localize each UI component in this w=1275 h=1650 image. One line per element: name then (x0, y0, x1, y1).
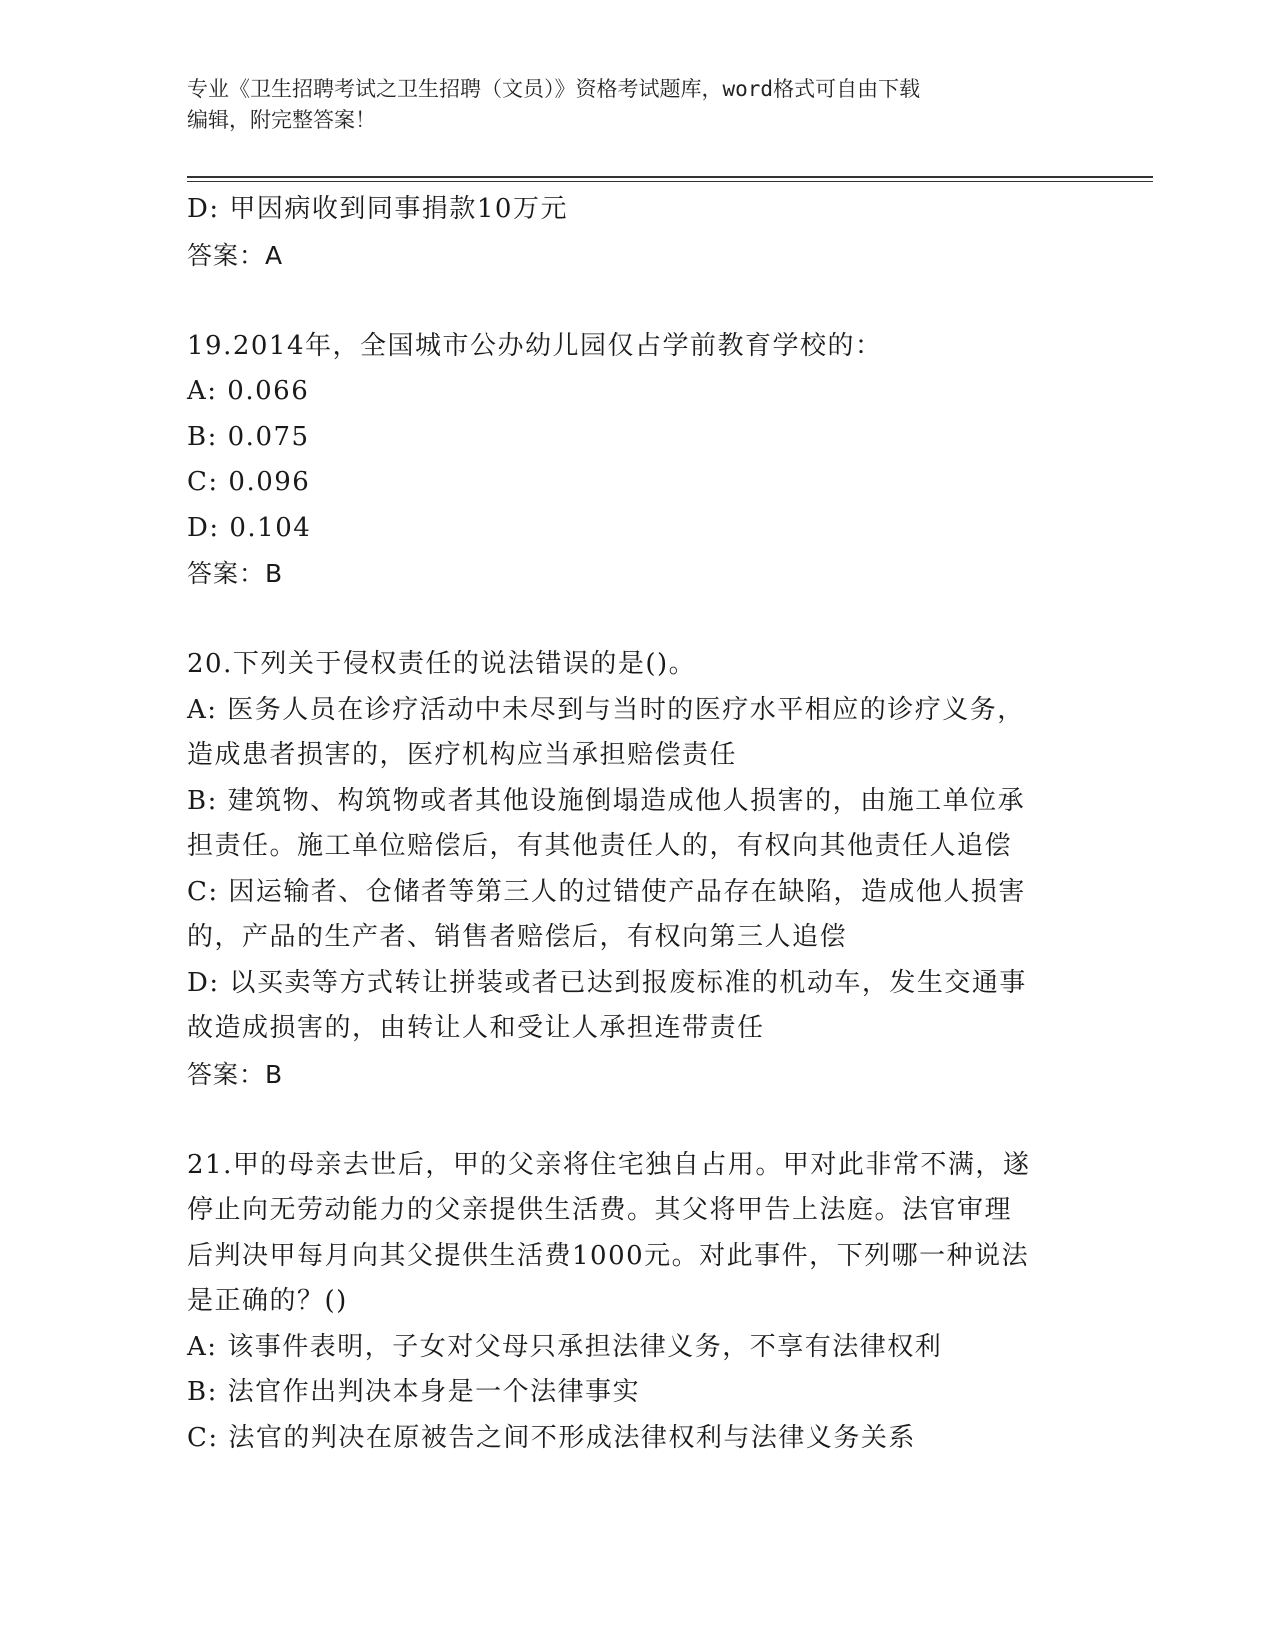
document-body (187, 187, 1087, 1461)
question-stem: 21.甲的母亲去世后，甲的父亲将住宅独自占用。甲对此非常不满，遂 (187, 1149, 1031, 1180)
option-a: A: 医务人员在诊疗活动中未尽到与当时的医疗水平相应的诊疗义务， (187, 694, 1025, 725)
spacer (187, 278, 1087, 324)
spacer (187, 597, 1087, 643)
question-stem-cont: 停止向无劳动能力的父亲提供生活费。其父将甲告上法庭。法官审理 (187, 1195, 1013, 1225)
option-b: B: 0.075 (187, 421, 310, 452)
option-c-cont: 的，产品的生产者、销售者赔偿后，有权向第三人追偿 (187, 922, 848, 952)
option-d-cont: 故造成损害的，由转让人和受让人承担连带责任 (187, 1013, 765, 1043)
option-b: B: 法官作出判决本身是一个法律事实 (187, 1377, 641, 1407)
option-b-cont: 担责任。施工单位赔偿后，有其他责任人的，有权向其他责任人追偿 (187, 831, 1013, 861)
option-b: B: 建筑物、构筑物或者其他设施倒塌造成他人损害的，由施工单位承 (187, 785, 1026, 816)
question-stem: 20.下列关于侵权责任的说法错误的是()。 (187, 649, 697, 679)
question-21 (187, 1143, 1087, 1462)
option-a: A: 0.066 (187, 376, 310, 406)
question-stem: 19.2014年，全国城市公办幼儿园仅占学前教育学校的： (187, 330, 883, 361)
prev-option-d: D: 甲因病收到同事捐款10万元 (187, 194, 568, 224)
answer: 答案：B (187, 1059, 284, 1089)
answer: 答案：B (187, 559, 284, 588)
question-19 (187, 324, 1087, 597)
option-c: C: 因运输者、仓储者等第三人的过错使产品存在缺陷，造成他人损害 (187, 876, 1026, 907)
header-rule-thick (187, 176, 1153, 178)
spacer (187, 1097, 1087, 1143)
option-a: A: 该事件表明，子女对父母只承担法律义务，不享有法律权利 (187, 1331, 943, 1362)
prev-answer: 答案：A (187, 240, 284, 270)
option-c: C: 法官的判决在原被告之间不形成法律权利与法律义务关系 (187, 1422, 916, 1453)
question-stem-cont: 是正确的？() (187, 1286, 348, 1316)
option-d: D: 0.104 (187, 512, 312, 543)
header-line-2: 编辑，附完整答案！ (187, 108, 376, 132)
question-20 (187, 642, 1087, 1097)
header-rule-thin (187, 181, 1153, 182)
header-line-1: 专业《卫生招聘考试之卫生招聘（文员）》资格考试题库，word格式可自由下载 (187, 77, 921, 101)
question-stem-cont: 后判决甲每月向其父提供生活费1000元。对此事件，下列哪一种说法 (187, 1240, 1030, 1271)
option-c: C: 0.096 (187, 467, 311, 497)
document-header (187, 74, 1067, 136)
option-d: D: 以买卖等方式转让拼装或者已达到报废标准的机动车，发生交通事 (187, 967, 1027, 998)
option-a-cont: 造成患者损害的，医疗机构应当承担赔偿责任 (187, 740, 738, 770)
